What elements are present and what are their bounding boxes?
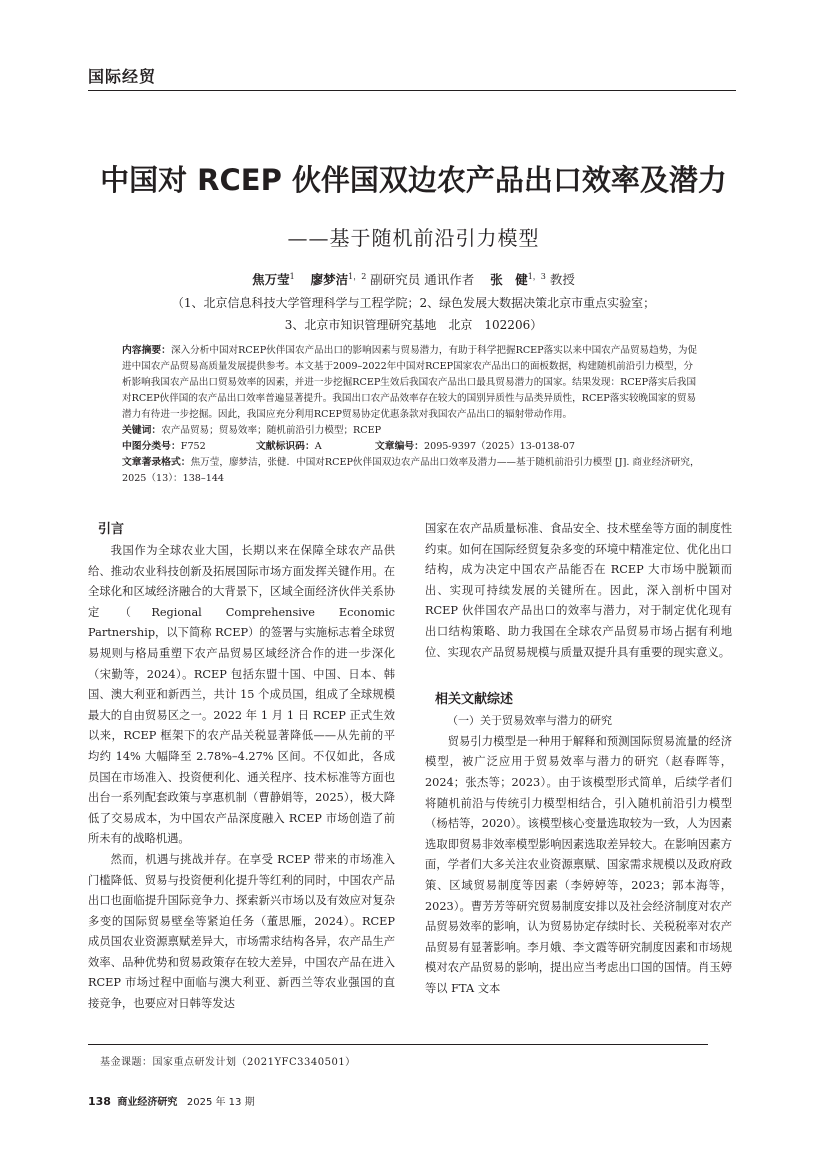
keywords-text: 农产品贸易；贸易效率；随机前沿引力模型；RCEP	[161, 425, 382, 436]
author-name: 廖梦洁	[310, 272, 349, 287]
citation-text: 焦万莹，廖梦洁，张健．中国对RCEP伙伴国双边农产品出口效率及潜力——基于随机前沿引力模型 [J]. 商业经济研究，2025（13）：138–144	[122, 457, 700, 484]
paragraph: 国家在农产品质量标准、食品安全、技术壁垒等方面的制度性约束。如何在国际经贸复杂多变的环境中精准定位、优化出口结构，成为决定中国农产品能否在 RCEP 大市场中脱颖而出、实现可持续发展的关键所在。因此，深入剖析中国对 RCEP 伙伴国农产品出口的效率与潜力，对于制定优化现有出口结构策略、助力我国在全球农产品贸易市场占据有利地位、实现农产品贸易规模与质量双提升具有重要的现实意义。	[425, 522, 732, 659]
citation	[122, 455, 700, 487]
abstract	[122, 343, 700, 423]
page-number: 138	[88, 1095, 111, 1108]
paragraph: 贸易引力模型是一种用于解释和预测国际贸易流量的经济模型，被广泛应用于贸易效率与潜力的研究（赵春晖等，2024；张杰等；2023）。由于该模型形式简单，后续学者们将随机前沿与传统引力模型相结合，引入随机前沿引力模型（杨桔等，2020）。该模型核心变量选取较为一致，人为因素选取即贸易非效率模型影响因素选取差异较大。在影响因素方面，学者们大多关注农业资源禀赋、国家需求规模以及政府政策、区域贸易制度等因素（李婷婷等，2023；郭本海等，2023）。曹芳芳等研究贸易制度安排以及社会经济制度对农产品贸易效率的影响，认为贸易协定存续时长、关税税率对农产品贸易有显著影响。李月娥、李文霞等研究制度因素和市场规模对农产品贸易的影响，提出应当考虑出口国的国情。肖玉婷等以 FTA 文本	[425, 734, 732, 995]
funding-note	[100, 1053, 356, 1068]
left-column	[88, 519, 395, 1015]
header-rule	[88, 90, 736, 91]
author-name: 焦万莹	[252, 272, 290, 287]
author-affil-mark: 1	[289, 271, 295, 281]
section-heading-review: 相关文献综述	[435, 692, 514, 708]
author-affil-mark: 1，2	[348, 271, 367, 281]
article-number-label: 文章编号：	[375, 441, 424, 452]
article-title: 中国对 RCEP 伙伴国双边农产品出口效率及潜力	[100, 163, 727, 197]
doc-code-value: A	[314, 441, 322, 452]
paragraph: 然而，机遇与挑战并存。在享受 RCEP 带来的市场准入门槛降低、贸易与投资便利化提升等红利的同时，中国农产品出口也面临提升国际竞争力、探索新兴市场以及有效应对复杂多变的国际贸易壁垒等紧迫任务（董思雁，2024）。RCEP 成员国农业资源禀赋差异大，市场需求结构各异，农产品生产效率、品种优势和贸易政策存在较大差异，中国农产品在进入 RCEP 市场过程中面临与澳大利亚、新西兰等农业强国的直接竞争，也要应对日韩等发达	[88, 852, 395, 1011]
abstract-text: 深入分析中国对RCEP伙伴国农产品出口的影响因素与贸易潜力，有助于科学把握RCEP落实以来中国农产品贸易趋势，为促进中国农产品贸易高质量发展提供参考。本文基于2009–2022年中国对RCEP国家农产品出口的面板数据，构建随机前沿引力模型，分析影响我国农产品出口贸易效率的因素，并进一步挖掘RCEP生效后我国农产品出口最具贸易潜力的国家。结果发现：RCEP落实后我国对RCEP伙伴国的农产品出口效率普遍显著提升。我国出口农产品效率存在较大的国别异质性与品类异质性，RCEP落实较晚国家的贸易潜力有待进一步挖掘。因此，我国应充分利用RCEP贸易协定优惠条款对我国农产品出口的辐射带动作用。	[122, 345, 698, 420]
abstract-block	[122, 343, 700, 487]
author-role: 教授	[549, 272, 575, 287]
author-name: 张 健	[490, 272, 528, 287]
author-line	[88, 270, 739, 288]
paragraph: 我国作为全球农业大国，长期以来在保障全球农产品供给、推动农业科技创新及拓展国际市场方面发挥关键作用。在全球化和区域经济融合的大背景下，区域全面经济伙伴关系协定（Regional Comprehensive Economic Partnership，以下简称 RCEP）的签署与实施标志着全球贸易规则与格局重塑下农产品贸易区域经济合作的进一步深化（宋勤等，2024）。RCEP 包括东盟十国、中国、日本、韩国、澳大利亚和新西兰，共计 15 个成员国，组成了全球规模最大的自由贸易区之一。2022 年 1 月 1 日 RCEP 正式生效以来，RCEP 框架下的农产品关税显著降低——从先前的平均约 14% 大幅降至 2.78%–4.27% 区间。不仅如此，各成员国在市场准入、投资便利化、通关程序、技术标准等方面也出台一系列配套政策与享惠机制（曹静娟等，2025），极大降低了交易成本，为中国农产品深度融入 RCEP 市场创造了前所未有的战略机遇。	[88, 544, 395, 846]
affiliation-line: （1、北京信息科技大学管理科学与工程学院；2、绿色发展大数据决策北京市重点实验室；	[171, 296, 656, 310]
subsection-heading: （一）关于贸易效率与潜力的研究	[447, 714, 612, 728]
doc-code-label: 文献标识码：	[256, 441, 315, 452]
issue-label: 2025 年 13 期	[186, 1097, 255, 1108]
footnote-rule	[88, 1044, 708, 1045]
classification-row	[122, 439, 700, 455]
article-number-value: 2095-9397（2025）13-0138-07	[423, 441, 575, 452]
section-label: 国际经贸	[88, 67, 157, 86]
right-column	[425, 519, 732, 999]
funding-text: 国家重点研发计划（2021YFC3340501）	[152, 1057, 356, 1068]
keywords	[122, 423, 700, 439]
funding-label: 基金课题：	[100, 1057, 153, 1068]
page-footer	[88, 1093, 255, 1108]
article-subtitle: ——基于随机前沿引力模型	[287, 226, 540, 250]
journal-name: 商业经济研究	[117, 1097, 178, 1108]
section-heading-intro: 引言	[98, 522, 125, 537]
affiliation-line: 3、北京市知识管理研究基地 北京 102206）	[284, 318, 543, 332]
citation-label: 文章著录格式：	[122, 457, 191, 468]
abstract-label: 内容摘要：	[122, 345, 171, 356]
clc-label: 中图分类号：	[122, 441, 181, 452]
keywords-label: 关键词：	[122, 425, 162, 436]
author-affil-mark: 1，3	[527, 271, 546, 281]
clc-value: F752	[180, 441, 206, 452]
author-role: 副研究员 通讯作者	[370, 272, 475, 287]
